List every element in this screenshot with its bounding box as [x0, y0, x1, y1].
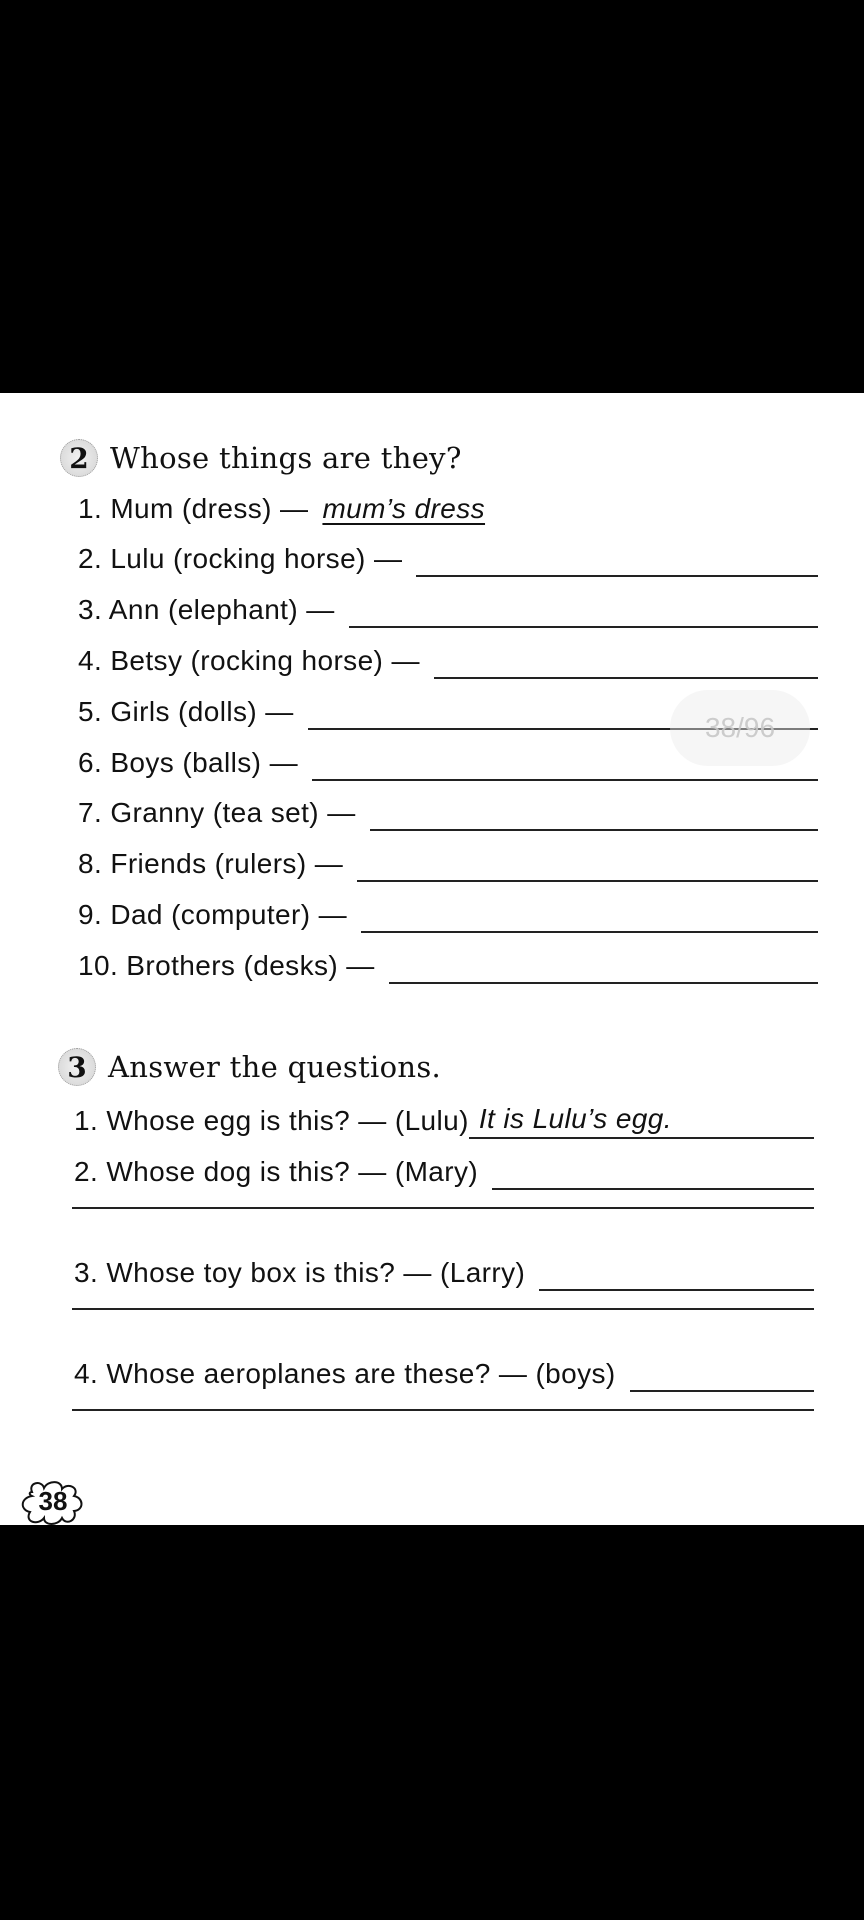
page-number: 38	[38, 1486, 68, 1516]
ex2-item-5-prompt: 5. Girls (dolls) —	[78, 696, 294, 727]
ex3-item-2	[74, 1156, 814, 1190]
ex3-item-3	[74, 1257, 814, 1291]
ex2-item-10-answer-line[interactable]	[389, 954, 818, 984]
ex2-item-3-prompt: 3. Ann (elephant) —	[78, 594, 335, 625]
ex2-item-10-prompt: 10. Brothers (desks) —	[78, 950, 375, 981]
ex3-item-3-extra-line[interactable]	[72, 1308, 814, 1310]
ex2-item-4-prompt: 4. Betsy (rocking horse) —	[78, 645, 420, 676]
ex2-item-1-prompt: 1. Mum (dress) —	[78, 493, 309, 524]
ex3-item-2-prompt: 2. Whose dog is this? — (Mary)	[74, 1156, 479, 1187]
exercise-3-title: Answer the questions.	[108, 1050, 442, 1084]
ex2-item-7-answer-line[interactable]	[370, 801, 818, 831]
ex2-item-7	[78, 797, 818, 831]
ex3-item-1	[74, 1105, 814, 1139]
ex2-item-9-answer-line[interactable]	[361, 903, 818, 933]
ex3-item-1-answer-line	[469, 1103, 814, 1139]
ex2-item-9	[78, 899, 818, 933]
ex2-item-6-prompt: 6. Boys (balls) —	[78, 747, 298, 778]
ex2-item-7-prompt: 7. Granny (tea set) —	[78, 797, 356, 828]
page-number-badge	[18, 1480, 88, 1525]
ex2-item-10	[78, 950, 818, 984]
ex2-item-1-answer: mum’s dress	[322, 493, 486, 524]
ex2-item-9-prompt: 9. Dad (computer) —	[78, 899, 348, 930]
ex2-item-8-prompt: 8. Friends (rulers) —	[78, 848, 344, 879]
exercise-2-header	[60, 439, 462, 477]
ex2-item-3-answer-line[interactable]	[349, 598, 818, 628]
ex3-item-3-answer-line[interactable]	[539, 1261, 814, 1291]
exercise-3-header	[58, 1048, 441, 1086]
ex3-item-2-answer-line[interactable]	[492, 1160, 814, 1190]
exercise-3-number: 3	[58, 1048, 96, 1086]
exercise-2-number: 2	[60, 439, 98, 477]
ex2-item-4	[78, 645, 818, 679]
page-indicator: 38/96	[670, 690, 810, 766]
ex3-item-2-extra-line[interactable]	[72, 1207, 814, 1209]
ex2-item-8-answer-line[interactable]	[357, 852, 818, 882]
ex2-item-3	[78, 594, 818, 628]
ex3-item-4-prompt: 4. Whose aeroplanes are these? — (boys)	[74, 1358, 616, 1389]
ex2-item-1	[78, 493, 818, 527]
ex2-item-8	[78, 848, 818, 882]
ex2-item-2	[78, 543, 818, 577]
ex2-item-2-prompt: 2. Lulu (rocking horse) —	[78, 543, 403, 574]
ex2-item-4-answer-line[interactable]	[434, 649, 818, 679]
exercise-2-title: Whose things are they?	[110, 441, 462, 475]
ex3-item-1-answer: It is Lulu’s egg.	[478, 1103, 672, 1134]
ex3-item-1-prompt: 1. Whose egg is this? — (Lulu)	[74, 1105, 469, 1136]
ex3-item-3-prompt: 3. Whose toy box is this? — (Larry)	[74, 1257, 526, 1288]
ex2-item-2-answer-line[interactable]	[416, 547, 818, 577]
ex3-item-4	[74, 1358, 814, 1392]
ex3-item-4-answer-line[interactable]	[630, 1362, 814, 1392]
ex3-item-4-extra-line[interactable]	[72, 1409, 814, 1411]
worksheet-page	[0, 393, 864, 1525]
